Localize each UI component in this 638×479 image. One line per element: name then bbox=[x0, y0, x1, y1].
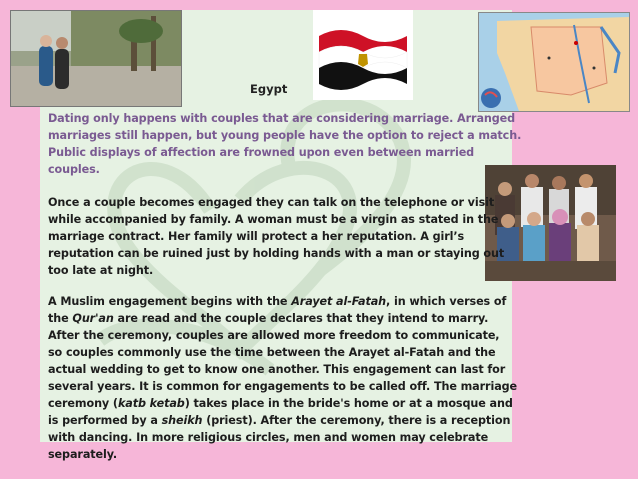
sheikh-term: sheikh bbox=[161, 414, 203, 427]
paragraph-line: reputation can be ruined just by holding hands with a man or staying out bbox=[48, 247, 505, 260]
muslim-engagement-paragraph bbox=[48, 293, 518, 463]
paragraph-line: ceremony (katb ketab) takes place in the bride's home or at a mosque and bbox=[48, 397, 513, 410]
arayet-term: Arayet al-Fatah bbox=[291, 295, 387, 308]
paragraph-line: A Muslim engagement begins with the Arayet al-Fatah, in which verses of bbox=[48, 295, 507, 308]
paragraph-line: is performed by a sheikh (priest). After the ceremony, there is a reception bbox=[48, 414, 511, 427]
engagement-paragraph bbox=[48, 194, 503, 279]
quran-term: Qur'an bbox=[72, 312, 114, 325]
page-title: Egypt bbox=[250, 82, 288, 96]
paragraph-line: Public displays of affection are frowned upon even between married bbox=[48, 146, 475, 159]
paragraph-line: with dancing. In more religious circles, men and women may celebrate bbox=[48, 431, 489, 444]
paragraph-line: too late at night. bbox=[48, 264, 154, 277]
paragraph-line: so couples commonly use the time between the Arayet al-Fatah and the bbox=[48, 346, 496, 359]
paragraph-line: Dating only happens with couples that are considering marriage. Arranged bbox=[48, 112, 516, 125]
street-couple-photo bbox=[10, 10, 182, 107]
paragraph-line: Once a couple becomes engaged they can talk on the telephone or visit bbox=[48, 196, 495, 209]
paragraph-line: several years. It is common for engagements to be called off. The marriage bbox=[48, 380, 518, 393]
paragraph-line: marriage contract. Her family will protect a her reputation. A girl’s bbox=[48, 230, 465, 243]
paragraph-line: After the ceremony, couples are allowed more freedom to communicate, bbox=[48, 329, 500, 342]
paragraph-line: couples. bbox=[48, 163, 100, 176]
egypt-map-image bbox=[478, 12, 630, 112]
paragraph-line: actual wedding to get to know one another. This engagement can last for bbox=[48, 363, 506, 376]
paragraph-line: separately. bbox=[48, 448, 118, 461]
egypt-flag-image bbox=[313, 10, 413, 100]
dating-paragraph bbox=[48, 110, 522, 178]
paragraph-line: while accompanied by family. A woman must be a virgin as stated in the bbox=[48, 213, 499, 226]
paragraph-line: the Qur'an are read and the couple declares that they intend to marry. bbox=[48, 312, 489, 325]
katb-ketab-term: katb ketab bbox=[117, 397, 185, 410]
group-of-young-people-photo bbox=[485, 165, 616, 281]
paragraph-line: marriages still happen, but young people have the option to reject a match. bbox=[48, 129, 522, 142]
